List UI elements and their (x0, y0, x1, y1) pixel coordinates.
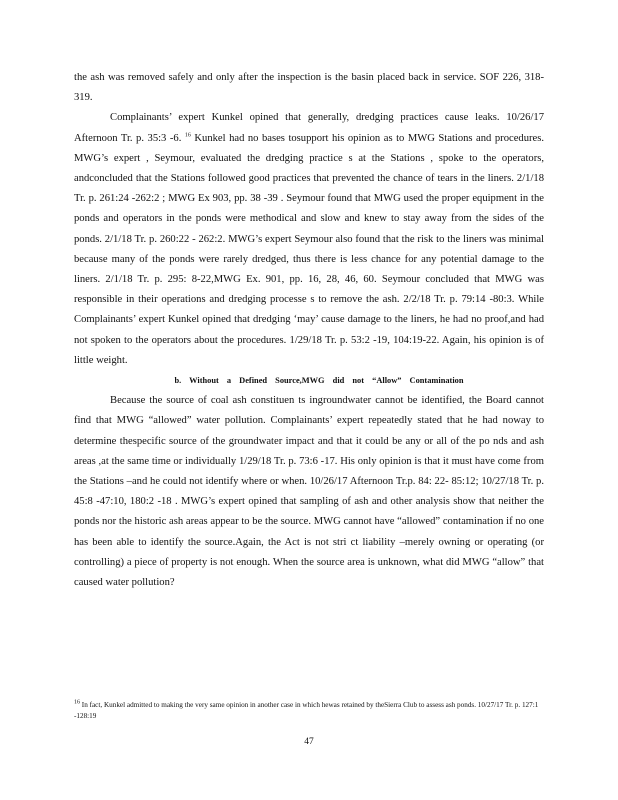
paragraph-kunkel-seymour (74, 108, 544, 371)
page-number: 47 (304, 737, 314, 747)
footnote-text: In fact, Kunkel admitted to making the very same opinion in another case in which hewas retained by theSierra Club to assess ash ponds. 10/27/17 Tr. p. 127:1 -128:19 (74, 701, 539, 720)
footnote (74, 700, 544, 722)
footnote-reference: 16 (184, 132, 191, 139)
paragraph-seymour-evaluation: Kunkel had no bases tosupport his opinion as to MWG Stations and procedures. MWG’s expert , Seymour, evaluated the dredging practice s at the Stations , spoke to the operators, andconcluded that the Stations followed good practices that prevented the chance of tears in the liners. 2/1/18 Tr. p. 261:24 -262:2 ; MWG Ex 903, pp. 38 -39 . Seymour found that MWG used the proper equipment in the ponds and operators in the ponds were methodical and slow and knew to stay away from the sides of the ponds. 2/1/18 Tr. p. 260:22 - 262:2. MWG’s expert Seymour also found that the risk to the liners was minimal because many of the ponds were rarely dredged, thus there is less chance for any potential damage to the liners. 2/1/18 Tr. p. 295: 8-22,MWG Ex. 901, pp. 16, 28, 46, 60. Seymour concluded that MWG was responsible in their operations and dredging processe s to remove the ash. 2/2/18 Tr. p. 79:14 -80:3. While Complainants’ expert Kunkel opined that dredging ‘may’ cause damage to the liners, he had no proof,and had not spoken to the operators about the procedures. 1/29/18 Tr. p. 53:2 -19, 104:19-22. Again, his opinion is of little weight. (74, 132, 544, 366)
section-heading: b. Without a Defined Source,MWG did not “Allow” Contamination (174, 376, 464, 386)
paragraph-source-unidentified: Because the source of coal ash constituen ts ingroundwater cannot be identified, the Board cannot find that MWG “allowed” water pollution. Complainants’ expert repeatedly stated that he had noway to determine thespecific source of the groundwater impact and that it could be any or all of the po nds and ash areas ,at the same time or individually 1/29/18 Tr. p. 73:6 -17. His only opinion is that it must have come from the Stations –and he could not identify where or when. 10/26/17 Afternoon Tr.p. 84: 22- 85:12; 10/27/18 Tr. p. 45:8 -47:10, 180:2 -18 . MWG’s expert opined that sampling of ash and other analysis show that neither the ponds nor the historic ash areas appear to be the source. MWG cannot have “allowed” contamination if no one has been able to identify the source.Again, the Act is not stri ct liability –merely owning or operating (or controlling) a piece of property is not enough. When the source area is unknown, what did MWG “allow” that caused water pollution? (74, 395, 544, 589)
paragraph-kunkel-opinion: Complainants’ expert Kunkel opined that generally, dredging practices cause leaks. 10/26/17 Afternoon Tr. p. 35:3 -6. (74, 112, 544, 144)
paragraph-ash-removal: the ash was removed safely and only after the inspection is the basin placed back in service. SOF 226, 318-319. (74, 72, 544, 104)
body-text (74, 68, 544, 593)
footnote-marker: 16 (74, 699, 80, 706)
